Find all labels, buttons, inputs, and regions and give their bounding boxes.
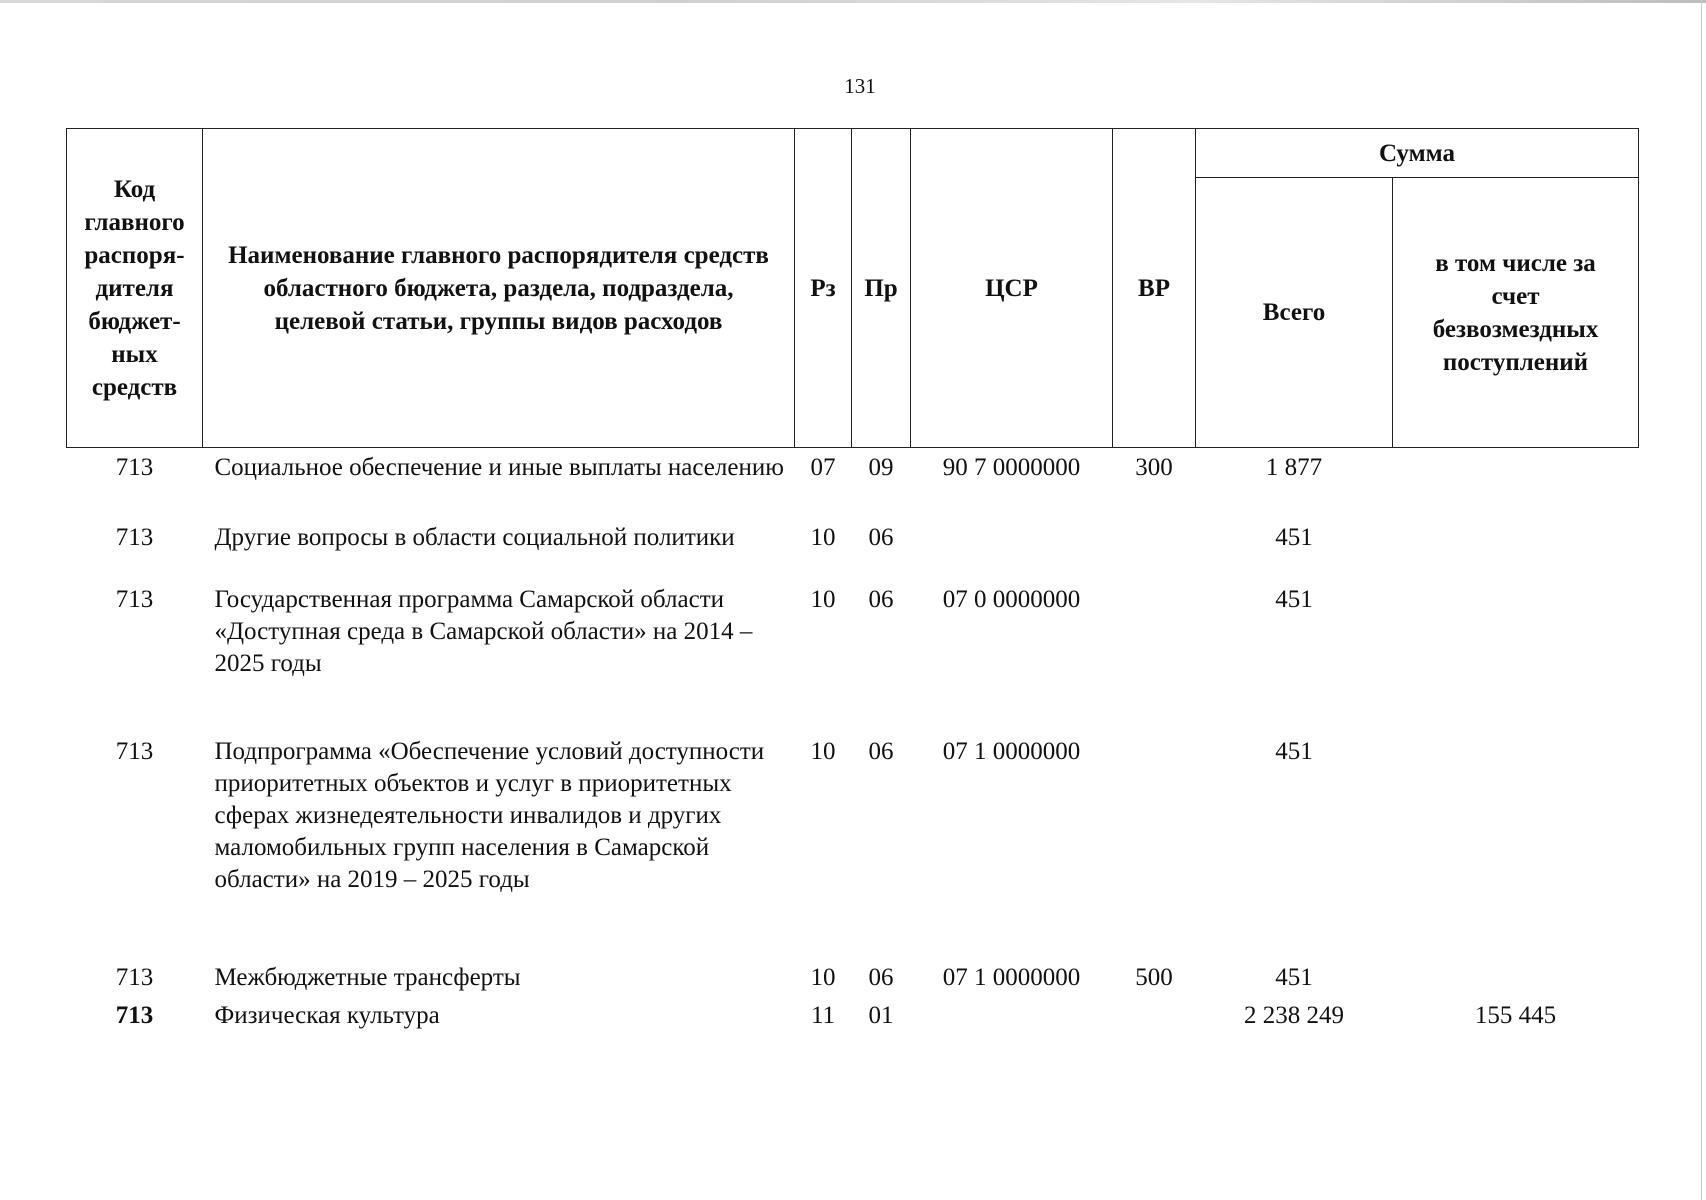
page-number: 131 (844, 74, 876, 98)
cell-code: 713 (115, 586, 154, 613)
cell-vr (1113, 522, 1196, 584)
cell-code: 713 (115, 964, 154, 991)
cell-vr (1113, 736, 1196, 962)
cell-code: 713 (115, 738, 154, 765)
cell-csr: 07 0 0000000 (942, 586, 1081, 613)
table-row (67, 736, 1639, 962)
header-vr: ВР (1113, 129, 1196, 448)
cell-csr: 90 7 0000000 (942, 454, 1081, 481)
cell-free: 155 445 (1474, 1002, 1557, 1029)
cell-pr: 06 (868, 738, 894, 765)
header-csr: ЦСР (911, 129, 1113, 448)
cell-code: 713 (115, 524, 154, 551)
table-row (67, 1000, 1639, 1040)
cell-rz: 10 (810, 524, 836, 551)
cell-pr: 06 (868, 964, 894, 991)
cell-csr (911, 522, 1113, 584)
cell-free (1393, 448, 1639, 523)
cell-csr: 07 1 0000000 (942, 738, 1081, 765)
cell-name: Физическая культура (214, 1002, 440, 1029)
header-code: Код главного распоря-дителя бюджет-ных средств (67, 129, 203, 448)
cell-code: 713 (115, 454, 154, 481)
cell-csr (911, 1000, 1113, 1040)
cell-csr: 07 1 0000000 (942, 964, 1081, 991)
cell-pr: 06 (868, 524, 894, 551)
cell-rz: 10 (810, 964, 836, 991)
cell-pr: 01 (868, 1002, 894, 1029)
cell-vr: 500 (1135, 964, 1173, 991)
cell-total: 2 238 249 (1244, 1002, 1344, 1029)
table-body (67, 448, 1639, 1041)
cell-vr: 300 (1135, 454, 1173, 481)
cell-name: Межбюджетные трансферты (214, 964, 521, 991)
header-total: Всего (1196, 178, 1393, 448)
cell-rz: 10 (810, 738, 836, 765)
cell-pr: 06 (868, 586, 894, 613)
scan-edge-top (0, 0, 1706, 3)
header-pr: Пр (852, 129, 911, 448)
header-rz: Рз (795, 129, 852, 448)
cell-total: 1 877 (1265, 454, 1323, 481)
cell-free (1393, 522, 1639, 584)
cell-free (1393, 584, 1639, 736)
header-free: в том числе за счет безвозмездных поступлений (1393, 178, 1639, 448)
cell-vr (1113, 1000, 1196, 1040)
cell-name: Подпрограмма «Обеспечение условий доступности приоритетных объектов и услуг в приоритетных сферах жизнедеятельности инвалидов и других маломобильных групп населения в Самарской области» на 2019 – 2025 годы (214, 738, 765, 893)
cell-code: 713 (115, 1002, 154, 1029)
table-row (67, 448, 1639, 523)
cell-total: 451 (1275, 586, 1313, 613)
cell-vr (1113, 584, 1196, 736)
cell-rz: 11 (810, 1002, 836, 1029)
table-header (67, 129, 1639, 448)
header-name: Наименование главного распорядителя средств областного бюджета, раздела, подраздела, целевой статьи, группы видов расходов (203, 129, 795, 448)
cell-free (1393, 962, 1639, 1000)
cell-name: Социальное обеспечение и иные выплаты населению (214, 454, 784, 481)
cell-rz: 07 (810, 454, 836, 481)
budget-table (66, 128, 1639, 1040)
table-row (67, 522, 1639, 584)
cell-pr: 09 (868, 454, 894, 481)
cell-total: 451 (1275, 964, 1313, 991)
cell-name: Государственная программа Самарской области «Доступная среда в Самарской области» на 2014 – 2025 годы (214, 586, 753, 677)
cell-name: Другие вопросы в области социальной политики (214, 524, 735, 551)
cell-total: 451 (1275, 738, 1313, 765)
scan-edge-right (1701, 0, 1702, 1200)
cell-total: 451 (1275, 524, 1313, 551)
table-row (67, 584, 1639, 736)
header-sum: Сумма (1196, 129, 1639, 178)
cell-rz: 10 (810, 586, 836, 613)
cell-free (1393, 736, 1639, 962)
table-row (67, 962, 1639, 1000)
